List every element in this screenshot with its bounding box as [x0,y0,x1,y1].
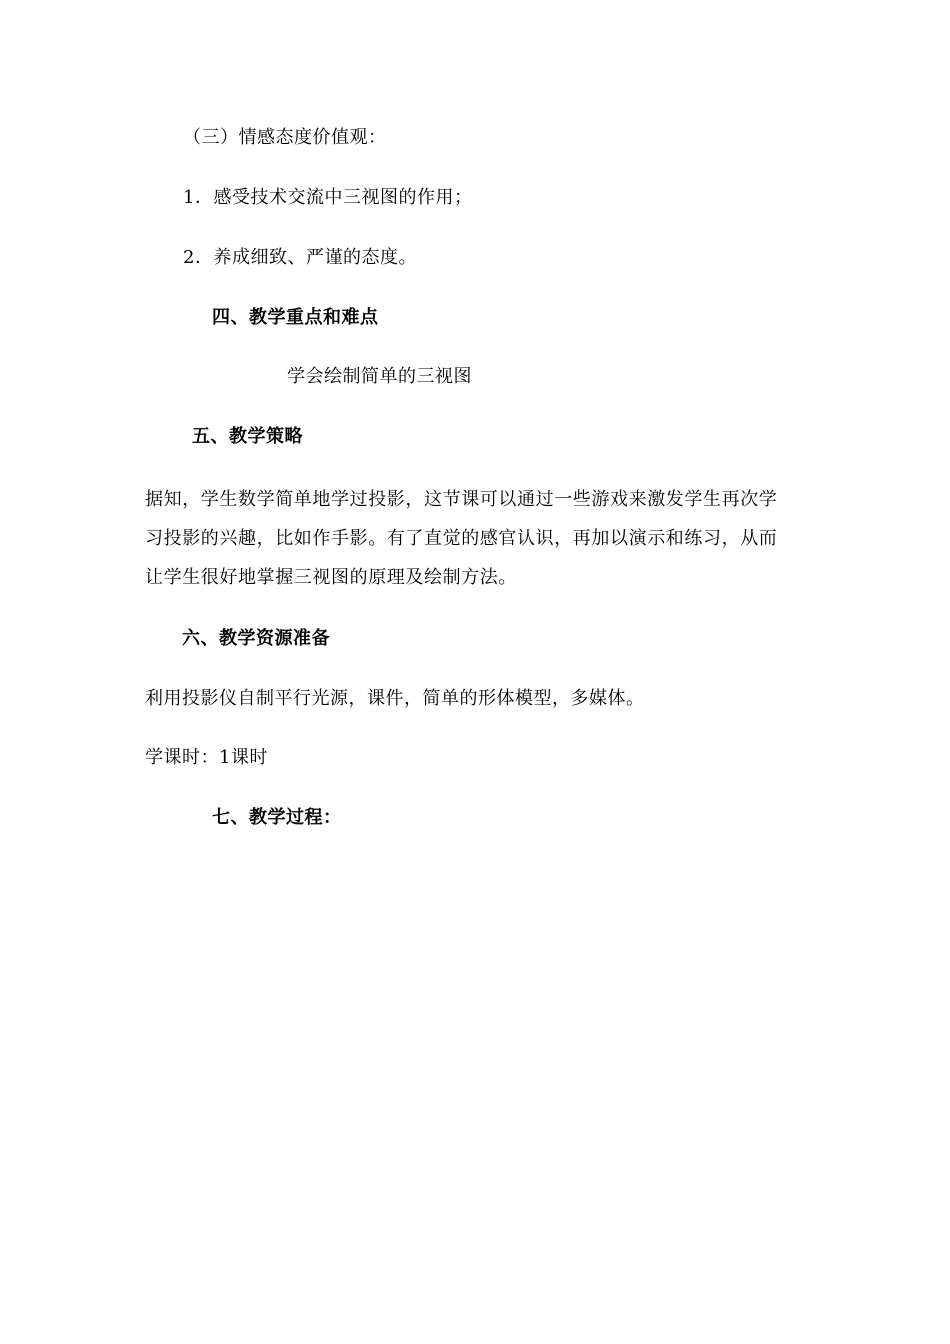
section-6-heading: 六、教学资源准备 [182,628,330,649]
section-5-heading: 五、教学策略 [192,426,303,447]
section-4-heading: 四、教学重点和难点 [212,307,379,328]
section-4-content: 学会绘制简单的三视图 [287,366,472,387]
section-5-line-2: 习投影的兴趣，比如作手影。有了直觉的感官认识，再加以演示和练习，从而 [145,528,778,549]
goal-item-1: 1．感受技术交流中三视图的作用； [183,187,473,208]
section-3-title: （三）情感态度价值观： [183,127,387,148]
goal-item-2: 2．养成细致、严谨的态度。 [183,247,417,268]
section-5-line-1: 据知，学生数学简单地学过投影，这节课可以通过一些游戏来激发学生再次学 [145,489,778,510]
section-6-content: 利用投影仪自制平行光源，课件，简单的形体模型，多媒体。 [145,688,645,709]
class-hours: 学课时：1课时 [145,747,268,768]
section-5-paragraph [145,480,805,597]
section-7-heading: 七、教学过程： [212,807,342,828]
section-5-line-3: 让学生很好地掌握三视图的原理及绘制方法。 [145,567,517,588]
